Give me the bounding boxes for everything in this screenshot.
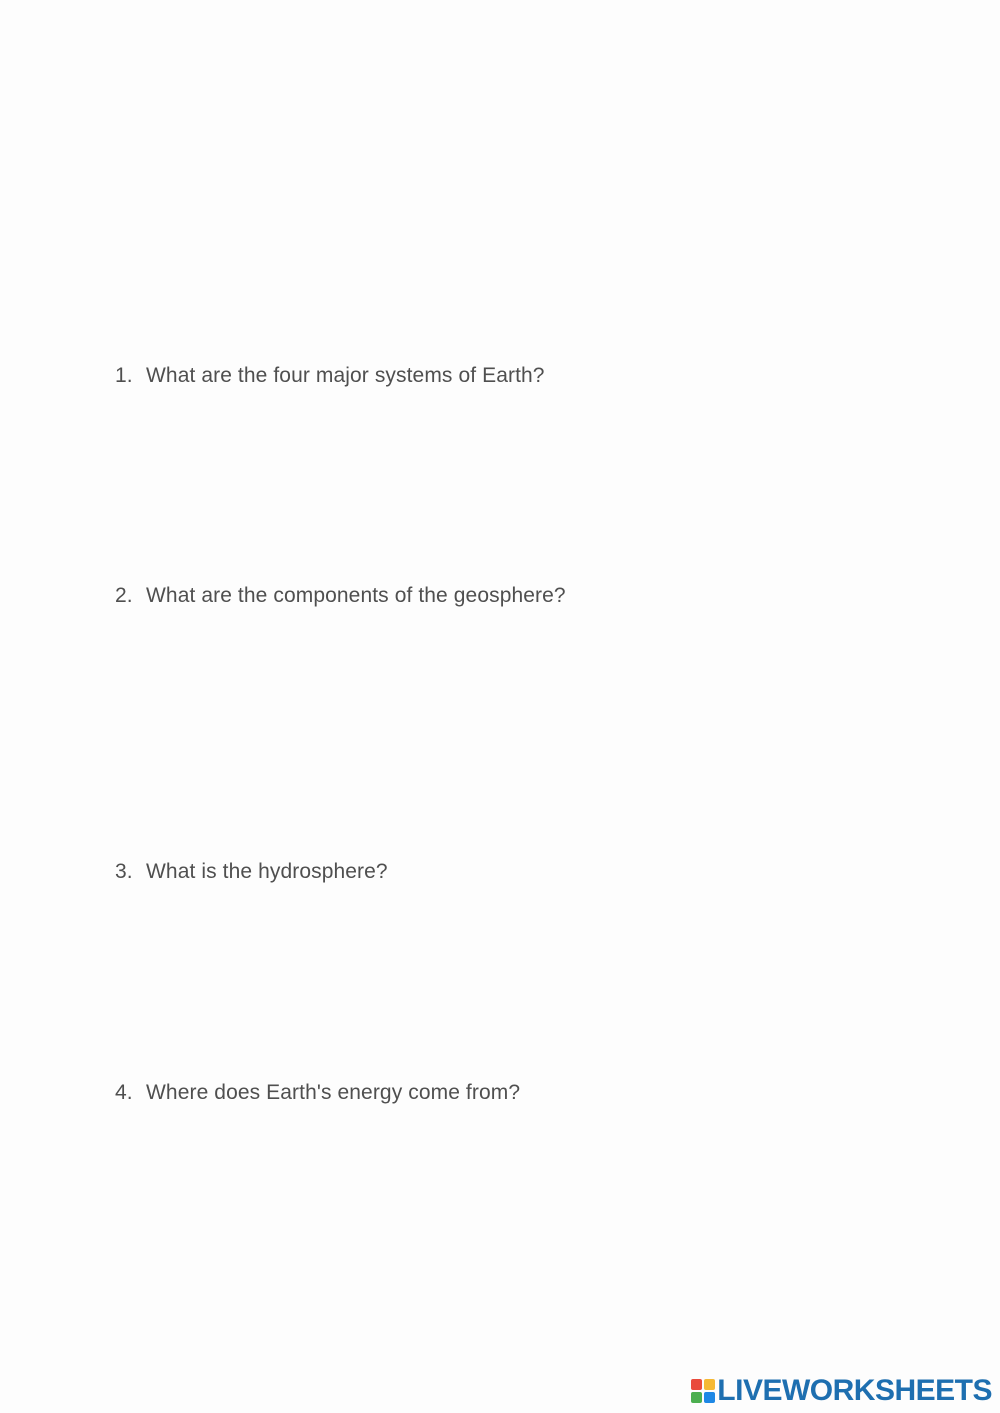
question-2: [115, 584, 566, 608]
question-number: 3.: [115, 860, 133, 883]
question-3: [115, 860, 388, 884]
question-4: [115, 1081, 520, 1105]
question-1: [115, 364, 545, 388]
liveworksheets-brand-text: LIVEWORKSHEETS: [717, 1374, 992, 1407]
question-text: What are the four major systems of Earth?: [146, 364, 545, 387]
question-text: What is the hydrosphere?: [146, 860, 388, 883]
question-text: What are the components of the geosphere?: [146, 584, 566, 607]
liveworksheets-logo: [691, 1374, 992, 1407]
question-number: 1.: [115, 364, 133, 387]
question-text: Where does Earth's energy come from?: [146, 1081, 521, 1104]
question-number: 4.: [115, 1081, 133, 1104]
liveworksheets-logo-icon: [691, 1379, 715, 1403]
question-number: 2.: [115, 584, 133, 607]
